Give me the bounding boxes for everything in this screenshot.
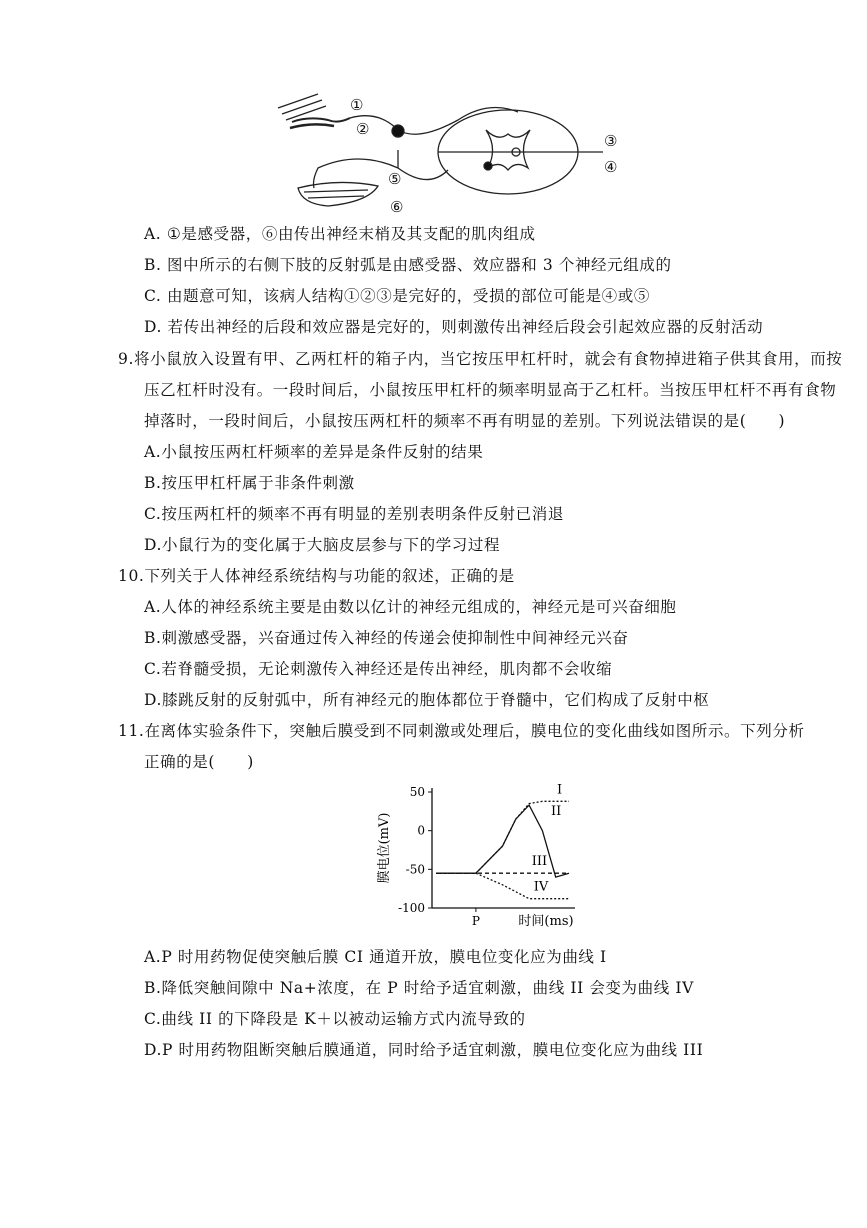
y-tick-label: -50 <box>405 862 425 877</box>
q11-stem-2: 正确的是( ) <box>144 753 254 771</box>
y-tick-label: -100 <box>398 901 425 915</box>
series-label-III: III <box>531 854 548 870</box>
q9-option-c: C.按压两杠杆的频率不再有明显的差别表明条件反射已消退 <box>144 505 564 523</box>
q11-option-c: C.曲线 II 的下降段是 K＋以被动运输方式内流导致的 <box>144 1010 526 1028</box>
q9-option-d: D.小鼠行为的变化属于大脑皮层参与下的学习过程 <box>144 536 501 554</box>
q11-option-d: D.P 时用药物阻断突触后膜通道，同时给予适宜刺激，膜电位变化应为曲线 III <box>144 1041 704 1059</box>
label-4: ④ <box>604 158 618 176</box>
q8-option-d: D. 若传出神经的后段和效应器是完好的，则刺激传出神经后段会引起效应器的反射活动 <box>144 318 764 336</box>
q10-option-c: C.若脊髓受损，无论刺激传入神经还是传出神经，肌肉都不会收缩 <box>144 660 613 678</box>
label-1: ① <box>350 96 364 114</box>
label-6: ⑥ <box>390 198 404 216</box>
y-tick-label: 50 <box>409 785 425 799</box>
q9-stem-3: 掉落时，一段时间后，小鼠按压两杠杆的频率不再有明显的差别。下列说法错误的是( ) <box>144 412 786 430</box>
q8-option-c: C. 由题意可知，该病人结构①②③是完好的，受损的部位可能是④或⑤ <box>144 287 650 305</box>
series-line-II <box>436 805 569 877</box>
series-label-II: II <box>551 804 562 820</box>
q10-option-a: A.人体的神经系统主要是由数以亿计的神经元组成的，神经元是可兴奋细胞 <box>144 598 677 616</box>
x-axis-label: 时间(ms) <box>518 914 574 929</box>
label-5: ⑤ <box>388 170 402 188</box>
y-axis-label: 膜电位(mV) <box>377 812 392 884</box>
label-3: ③ <box>604 132 618 150</box>
series-line-IV <box>436 873 569 899</box>
y-tick-label: 0 <box>417 823 425 838</box>
q9-option-b: B.按压甲杠杆属于非条件刺激 <box>144 474 355 492</box>
q10-stem: 10.下列关于人体神经系统结构与功能的叙述，正确的是 <box>118 567 515 585</box>
x-tick-label: P <box>471 914 480 928</box>
q11-option-b: B.降低突触间隙中 Na+浓度，在 P 时给予适宜刺激，曲线 II 会变为曲线 IV <box>144 979 694 997</box>
reflex-arc-figure <box>268 90 628 220</box>
label-2: ② <box>356 120 370 138</box>
q11-option-a: A.P 时用药物促使突触后膜 CI 通道开放，膜电位变化应为曲线 I <box>144 948 607 966</box>
q10-option-d: D.膝跳反射的反射弧中，所有神经元的胞体都位于脊髓中，它们构成了反射中枢 <box>144 691 710 709</box>
series-line-I <box>436 801 569 873</box>
series-label-IV: IV <box>533 879 549 895</box>
q9-option-a: A.小鼠按压两杠杆频率的差异是条件反射的结果 <box>144 443 484 461</box>
q9-stem-2: 压乙杠杆时没有。一段时间后，小鼠按压甲杠杆的频率明显高于乙杠杆。当按压甲杠杆不再有食物 <box>144 381 837 399</box>
q11-stem-1: 11.在离体实验条件下，突触后膜受到不同刺激或处理后，膜电位的变化曲线如图所示。下列分析 <box>118 722 805 740</box>
q8-option-b: B. 图中所示的右侧下肢的反射弧是由感受器、效应器和 3 个神经元组成的 <box>144 256 672 274</box>
series-label-I: I <box>557 782 563 798</box>
q9-stem-1: 9.将小鼠放入设置有甲、乙两杠杆的箱子内，当它按压甲杠杆时，就会有食物掉进箱子供其食用，而按 <box>118 350 843 368</box>
q8-option-a: A. ①是感受器，⑥由传出神经末梢及其支配的肌肉组成 <box>144 225 536 243</box>
q10-option-b: B.刺激感受器，兴奋通过传入神经的传递会使抑制性中间神经元兴奋 <box>144 629 629 647</box>
membrane-potential-chart <box>370 782 590 932</box>
